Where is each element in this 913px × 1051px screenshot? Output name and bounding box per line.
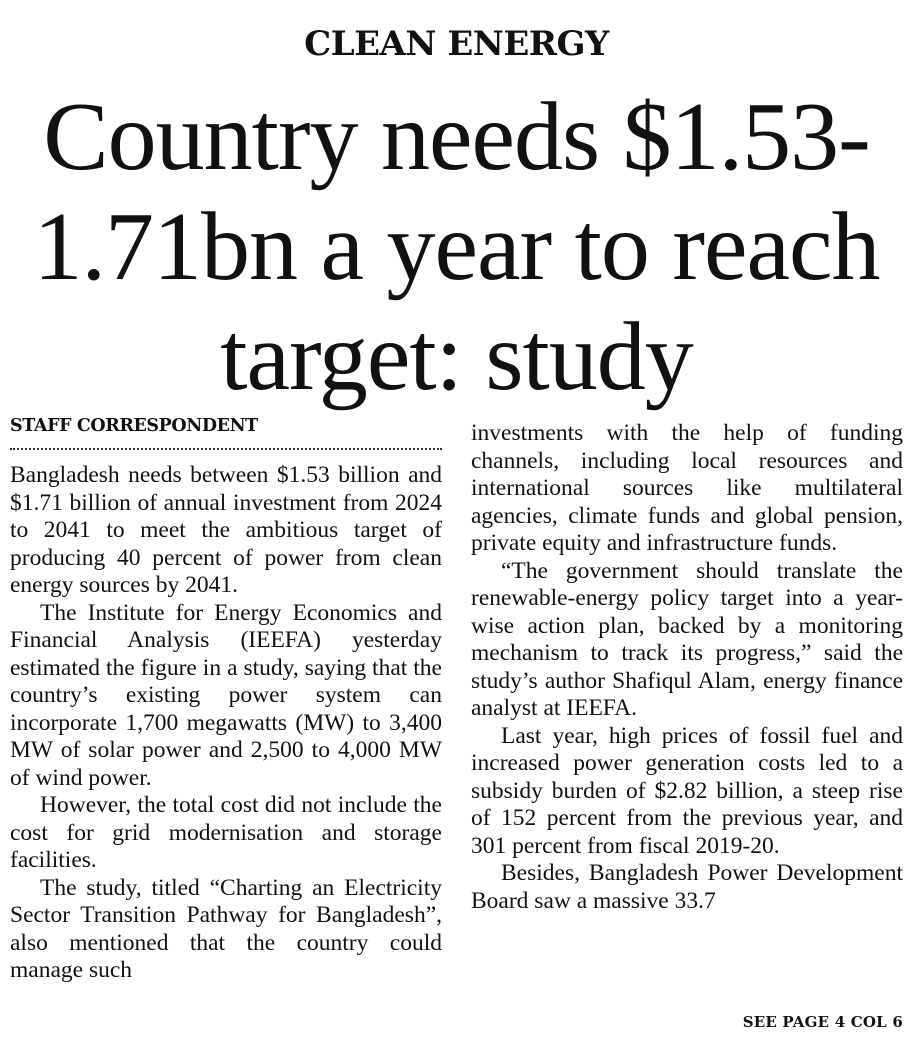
article-paragraph: The Institute for Energy Economics and Financial Analysis (IEEFA) yesterday estimated the figure in a study, saying that the country’s existing power system can incorporate 1,700 megawatts (MW) to 3,400 MW of solar power and 2,500 to 4,000 MW of wind power. [10, 599, 442, 791]
article-paragraph: Bangladesh needs between $1.53 billion and $1.71 billion of annual investment from 2024 to 2041 to meet the ambitious target of producing 40 percent of power from clean energy sources by 2041. [10, 462, 442, 598]
continuation-jump-line: SEE PAGE 4 COL 6 [742, 1013, 903, 1031]
byline: STAFF CORRESPONDENT [10, 414, 442, 450]
article-column-right [471, 420, 903, 915]
article-paragraph: However, the total cost did not include the cost for grid modernisation and storage facilities. [10, 792, 442, 873]
article-paragraph: “The government should translate the renewable-energy policy target into a year-wise action plan, backed by a monitoring mechanism to track its progress,” said the study’s author Shafiqul Alam, energy finance analyst at IEEFA. [471, 557, 903, 721]
article-paragraph: investments with the help of funding channels, including local resources and international sources like multilateral agencies, climate funds and global pension, private equity and infrastructure funds. [471, 420, 903, 556]
section-label: CLEAN ENERGY [304, 24, 609, 64]
article-column-left [10, 414, 442, 985]
article-paragraph: Besides, Bangladesh Power Development Board saw a massive 33.7 [471, 860, 903, 914]
article-paragraph: Last year, high prices of fossil fuel and increased power generation costs led to a subsidy burden of $2.82 billion, a steep rise of 152 percent from the previous year, and 301 percent from fiscal 2019-20. [471, 722, 903, 859]
article-paragraph: The study, titled “Charting an Electricity Sector Transition Pathway for Bangladesh”, also mentioned that the country could manage such [10, 874, 442, 983]
headline: Country needs $1.53-1.71bn a year to reach target: study [33, 83, 880, 411]
